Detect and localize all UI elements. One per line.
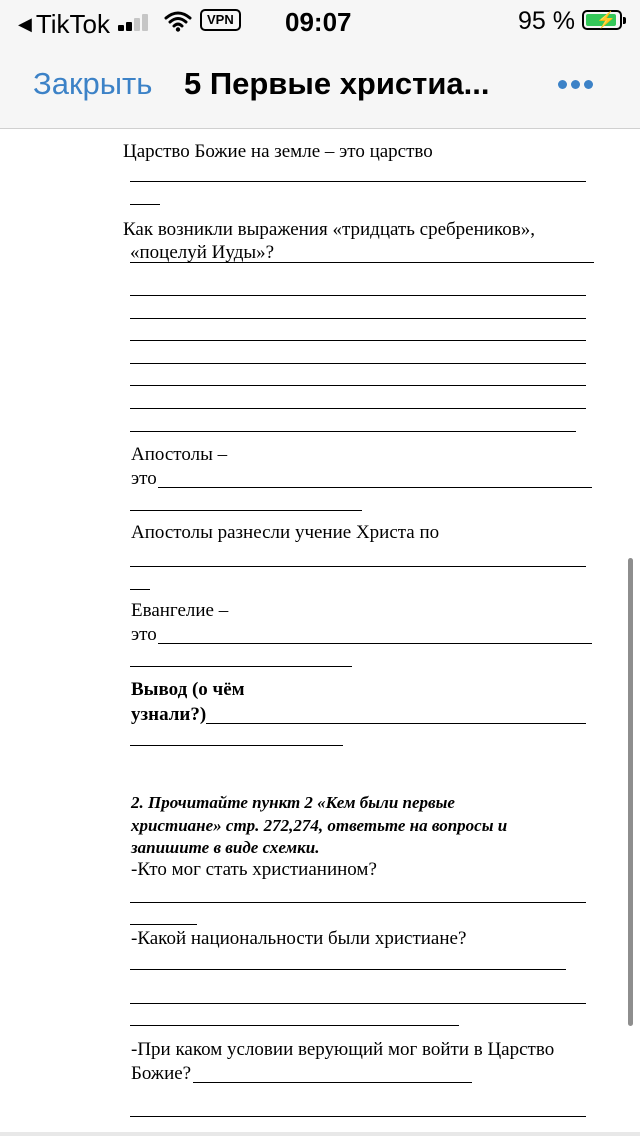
apostles-eto: это [131, 468, 157, 489]
task-2-line-2: христиане» стр. 272,274, ответьте на вопросы и [131, 816, 508, 835]
question-kingdom: Царство Божие на земле – это царство [123, 141, 433, 162]
answer-line [130, 204, 160, 205]
question-judas-1: Как возникли выражения «тридцать сребреников», [123, 219, 535, 240]
bottom-edge [0, 1132, 640, 1136]
cellular-signal-icon [118, 13, 154, 31]
apostles-spread: Апостолы разнесли учение Христа по [131, 522, 440, 543]
clock: 09:07 [285, 7, 352, 37]
answer-line [130, 924, 197, 925]
battery-icon [582, 10, 622, 30]
answer-line [130, 1116, 586, 1117]
conclusion-label-2: узнали?) [131, 704, 207, 725]
question-nationality: -Какой национальности были христиане? [131, 928, 467, 949]
question-condition-1: -При каком условии верующий мог войти в Царство [131, 1039, 555, 1060]
answer-line [158, 643, 592, 644]
answer-line [158, 487, 592, 488]
question-who: -Кто мог стать христианином? [131, 859, 377, 880]
answer-line [130, 666, 352, 667]
vertical-scrollbar[interactable] [628, 558, 633, 1026]
apostles-label: Апостолы – [131, 444, 228, 465]
answer-line [130, 385, 586, 386]
answer-line [130, 566, 586, 567]
ellipsis-icon [558, 80, 567, 89]
answer-line [130, 340, 586, 341]
answer-line [130, 969, 566, 970]
answer-line [130, 408, 586, 409]
answer-line [130, 181, 586, 182]
answer-line [130, 1025, 459, 1026]
answer-line [130, 363, 586, 364]
charging-bolt-icon: ⚡ [596, 12, 616, 29]
back-arrow-icon: ◀ [18, 14, 32, 34]
back-to-app-link[interactable] [18, 9, 110, 40]
answer-line [130, 1003, 586, 1004]
task-2-line-1: 2. Прочитайте пункт 2 «Кем были первые [131, 793, 455, 812]
question-judas-2: «поцелуй Иуды»? [130, 242, 275, 263]
answer-line [130, 262, 594, 263]
answer-line [130, 318, 586, 319]
question-condition-2: Божие? [131, 1063, 192, 1084]
answer-line [193, 1082, 472, 1083]
more-options-button[interactable] [558, 76, 597, 94]
gospel-eto: это [131, 624, 157, 645]
wifi-icon [164, 10, 192, 32]
gospel-label: Евангелие – [131, 600, 229, 621]
conclusion-label: Вывод (о чём [131, 679, 245, 700]
document-page [0, 129, 640, 1136]
vpn-badge: VPN [200, 9, 241, 31]
status-bar [0, 0, 640, 42]
close-button[interactable]: Закрыть [33, 66, 153, 101]
answer-line [206, 723, 586, 724]
battery-percent: 95 % [518, 7, 575, 35]
answer-line [130, 902, 586, 903]
answer-line [130, 295, 586, 296]
answer-line [130, 589, 150, 590]
answer-line [130, 431, 576, 432]
answer-line [130, 510, 362, 511]
answer-line [130, 745, 343, 746]
document-title: 5 Первые христиа... [184, 66, 490, 101]
top-bar [0, 0, 640, 129]
task-2-line-3: запишите в виде схемки. [131, 838, 320, 857]
back-app-label: TikTok [35, 9, 110, 39]
